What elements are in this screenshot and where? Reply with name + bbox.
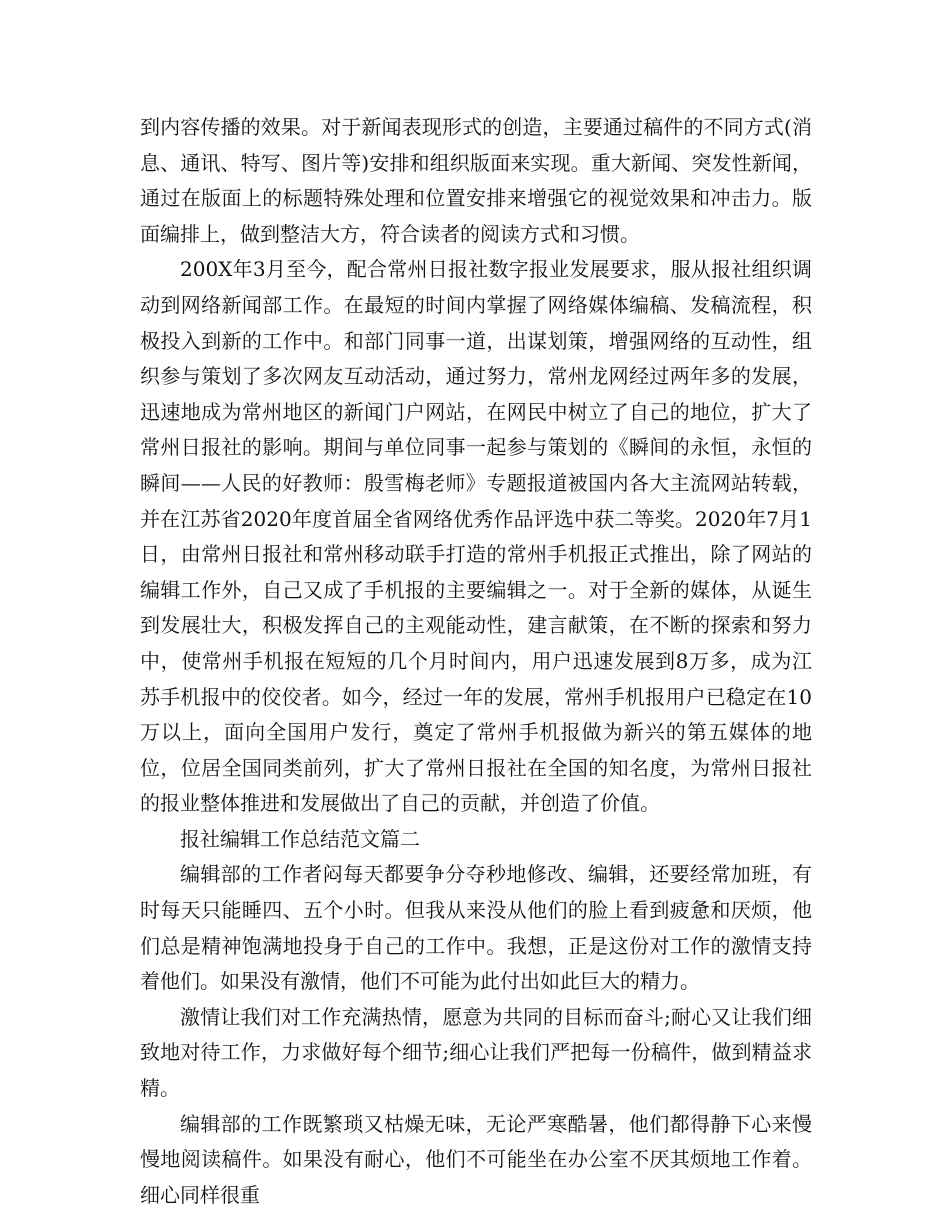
- paragraph-tedious-work: 编辑部的工作既繁琐又枯燥无味，无论严寒酷暑，他们都得静下心来慢慢地阅读稿件。如果没有耐心，他们不可能坐在办公室不厌其烦地工作着。细心同样很重: [140, 1111, 812, 1207]
- section-heading: 报社编辑工作总结范文篇二: [180, 826, 420, 851]
- paragraph-network-news-work: 200X年3月至今，配合常州日报社数字报业发展要求，服从报社组织调动到网络新闻部工作。在最短的时间内掌握了网络媒体编稿、发稿流程，积极投入到新的工作中。和部门同事一道，出谋划策，增强网络的互动性，组织参与策划了多次网友互动活动，通过努力，常州龙网经过两年多的发展，迅速地成为常州地区的新闻门户网站，在网民中树立了自己的地位，扩大了常州日报社的影响。期间与单位同事一起参与策划的《瞬间的永恒，永恒的瞬间——人民的好教师：殷雪梅老师》专题报道被国内各大主流网站转载，并在江苏省2020年度首届全省网络优秀作品评选中获二等奖。2020年7月1日，由常州日报社和常州移动联手打造的常州手机报正式推出，除了网站的编辑工作外，自己又成了手机报的主要编辑之一。对于全新的媒体，从诞生到发展壮大，积极发挥自己的主观能动性，建言献策，在不断的探索和努力中，使常州手机报在短短的几个月时间内，用户迅速发展到8万多，成为江苏手机报中的佼佼者。如今，经过一年的发展，常州手机报用户已稳定在10万以上，面向全国用户发行，奠定了常州手机报做为新兴的第五媒体的地位，位居全国同类前列，扩大了常州日报社在全国的知名度，为常州日报社的报业整体推进和发展做出了自己的贡献，并创造了价值。: [140, 257, 812, 816]
- paragraph-editorial-staff: 编辑部的工作者闷每天都要争分夺秒地修改、编辑，还要经常加班，有时每天只能睡四、五个小时。但我从来没从他们的脸上看到疲惫和厌烦，他们总是精神饱满地投身于自己的工作中。我想，正是这份对工作的激情支持着他们。如果没有激情，他们不可能为此付出如此巨大的精力。: [140, 862, 812, 994]
- paragraph-continuation: 到内容传播的效果。对于新闻表现形式的创造，主要通过稿件的不同方式(消息、通讯、特写、图片等)安排和组织版面来实现。重大新闻、突发性新闻，通过在版面上的标题特殊处理和位置安排来增强它的视觉效果和冲击力。版面编排上，做到整洁大方，符合读者的阅读方式和习惯。: [140, 115, 812, 246]
- document-body: [140, 110, 812, 1213]
- paragraph-passion-patience: 激情让我们对工作充满热情，愿意为共同的目标而奋斗;耐心又让我们细致地对待工作，力求做好每个细节;细心让我们严把每一份稿件，做到精益求精。: [140, 1004, 812, 1101]
